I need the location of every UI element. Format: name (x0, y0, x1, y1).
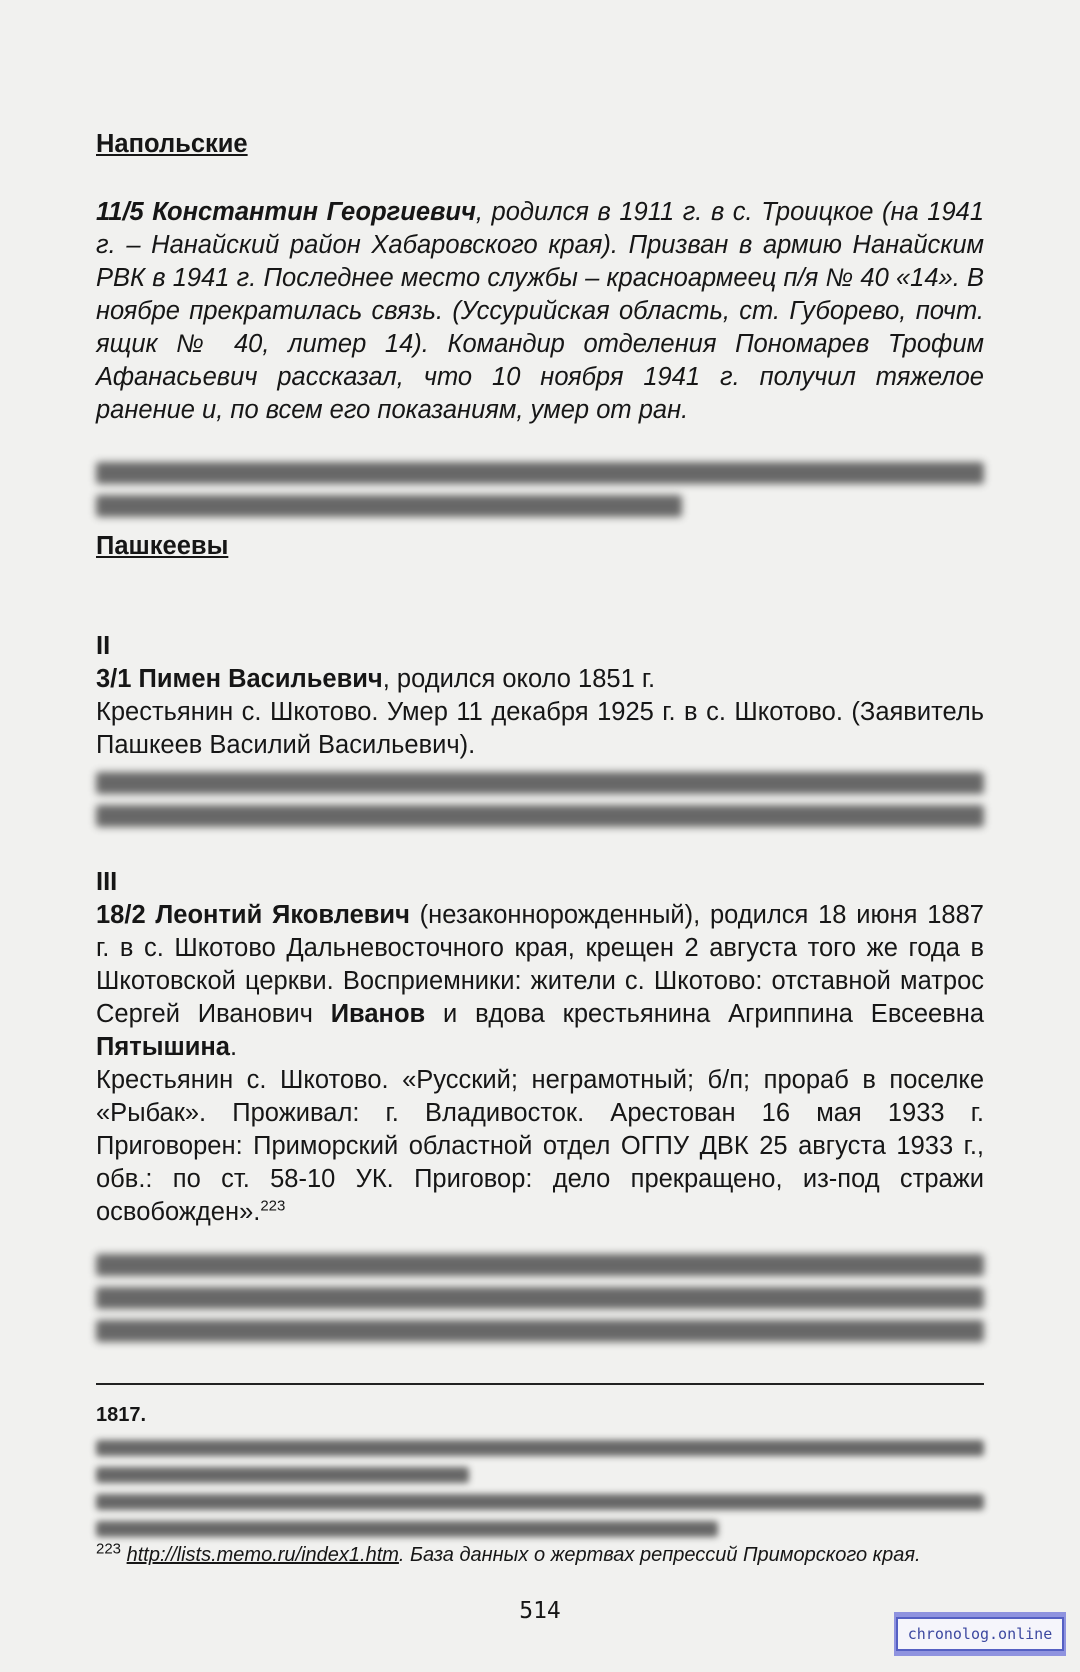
blurred-block-1 (96, 462, 984, 528)
entry-text: Крестьянин с. Шкотово. Умер 11 декабря 1925 г. в с. Шкотово. (Заявитель Пашкеев Василий Васильевич). (96, 698, 984, 759)
entry-id-name: 3/1 Пимен Васильевич (96, 665, 383, 693)
blurred-footnotes (96, 1440, 984, 1548)
generation-2 (96, 630, 984, 762)
godfather-surname: Иванов (330, 1000, 426, 1028)
entry-body: Крестьянин с. Шкотово. «Русский; неграмотный; б/п; прораб в поселке «Рыбак». Проживал: г. Владивосток. Арестован 16 мая 1933 г. Приговорен: Приморский областной отдел ОГПУ ДВК 25 августа 1933 г., обв.: по ст. 58-10 УК. Приговор: дело прекращено, из-под стражи освобожден». (96, 1066, 984, 1226)
watermark-badge[interactable] (894, 1612, 1066, 1656)
footnote-link[interactable]: http://lists.memo.ru/index1.htm (126, 1544, 399, 1566)
section-pashkeevy (96, 530, 984, 563)
blurred-block-3 (96, 1254, 984, 1353)
entry-text (96, 1064, 984, 1229)
family-heading: Пашкеевы (96, 532, 229, 560)
footnote-carry-text: 1817. (96, 1404, 147, 1426)
page-number: 514 (519, 1598, 561, 1624)
blurred-block-2 (96, 772, 984, 838)
footnote-number: 223 (96, 1540, 122, 1558)
footnote-carry (96, 1402, 984, 1429)
generation-numeral: III (96, 868, 118, 896)
footnote-separator (96, 1383, 984, 1385)
entry-text (96, 196, 984, 427)
watermark-text: chronolog.online (896, 1617, 1065, 1651)
footnote-ref[interactable]: 223 (260, 1197, 286, 1215)
footnote-body: . База данных о жертвах репрессий Приморского края. (398, 1544, 921, 1566)
footnote-text (96, 1542, 984, 1569)
entry-id-name: 18/2 Леонтий Яковлевич (96, 901, 410, 929)
section-napolskie (96, 128, 984, 161)
entry-text (96, 899, 984, 1064)
entry-body: (незаконнорожденный), родился 18 июня 1887 г. в с. Шкотово Дальневосточного края, крещен 2 августа того же года в Шкотовской церкви. Восприемники: жители с. Шкотово: отставной матрос Сергей Иванович (96, 901, 984, 1028)
generation-numeral: II (96, 632, 111, 660)
footnote-223 (96, 1542, 984, 1569)
entry-body: . (230, 1033, 238, 1061)
godmother-surname: Пятышина (96, 1033, 230, 1061)
entry-body: , родился в 1911 г. в с. Троицкое (на 1941 г. – Нанайский район Хабаровского края). Призван в армию Нанайским РВК в 1941 г. Последнее место службы – красноармеец п/я № 40 «14». В ноябре прекратилась связь. (Уссурийская область, ст. Губорево, почт. ящик № 40, литер 14). Командир отделения Пономарев Трофим Афанасьевич рассказал, что 10 ноября 1941 г. получил тяжелое ранение и, по всем его показаниям, умер от ран. (96, 198, 985, 424)
generation-3 (96, 866, 984, 1229)
entry-konstantin (96, 196, 984, 427)
family-heading: Напольские (96, 130, 248, 158)
entry-id-name: 11/5 Константин Георгиевич (96, 198, 476, 226)
entry-body: , родился около 1851 г. (382, 665, 656, 693)
entry-text (96, 663, 984, 696)
entry-body: и вдова крестьянина Агриппина Евсеевна (425, 1000, 984, 1028)
